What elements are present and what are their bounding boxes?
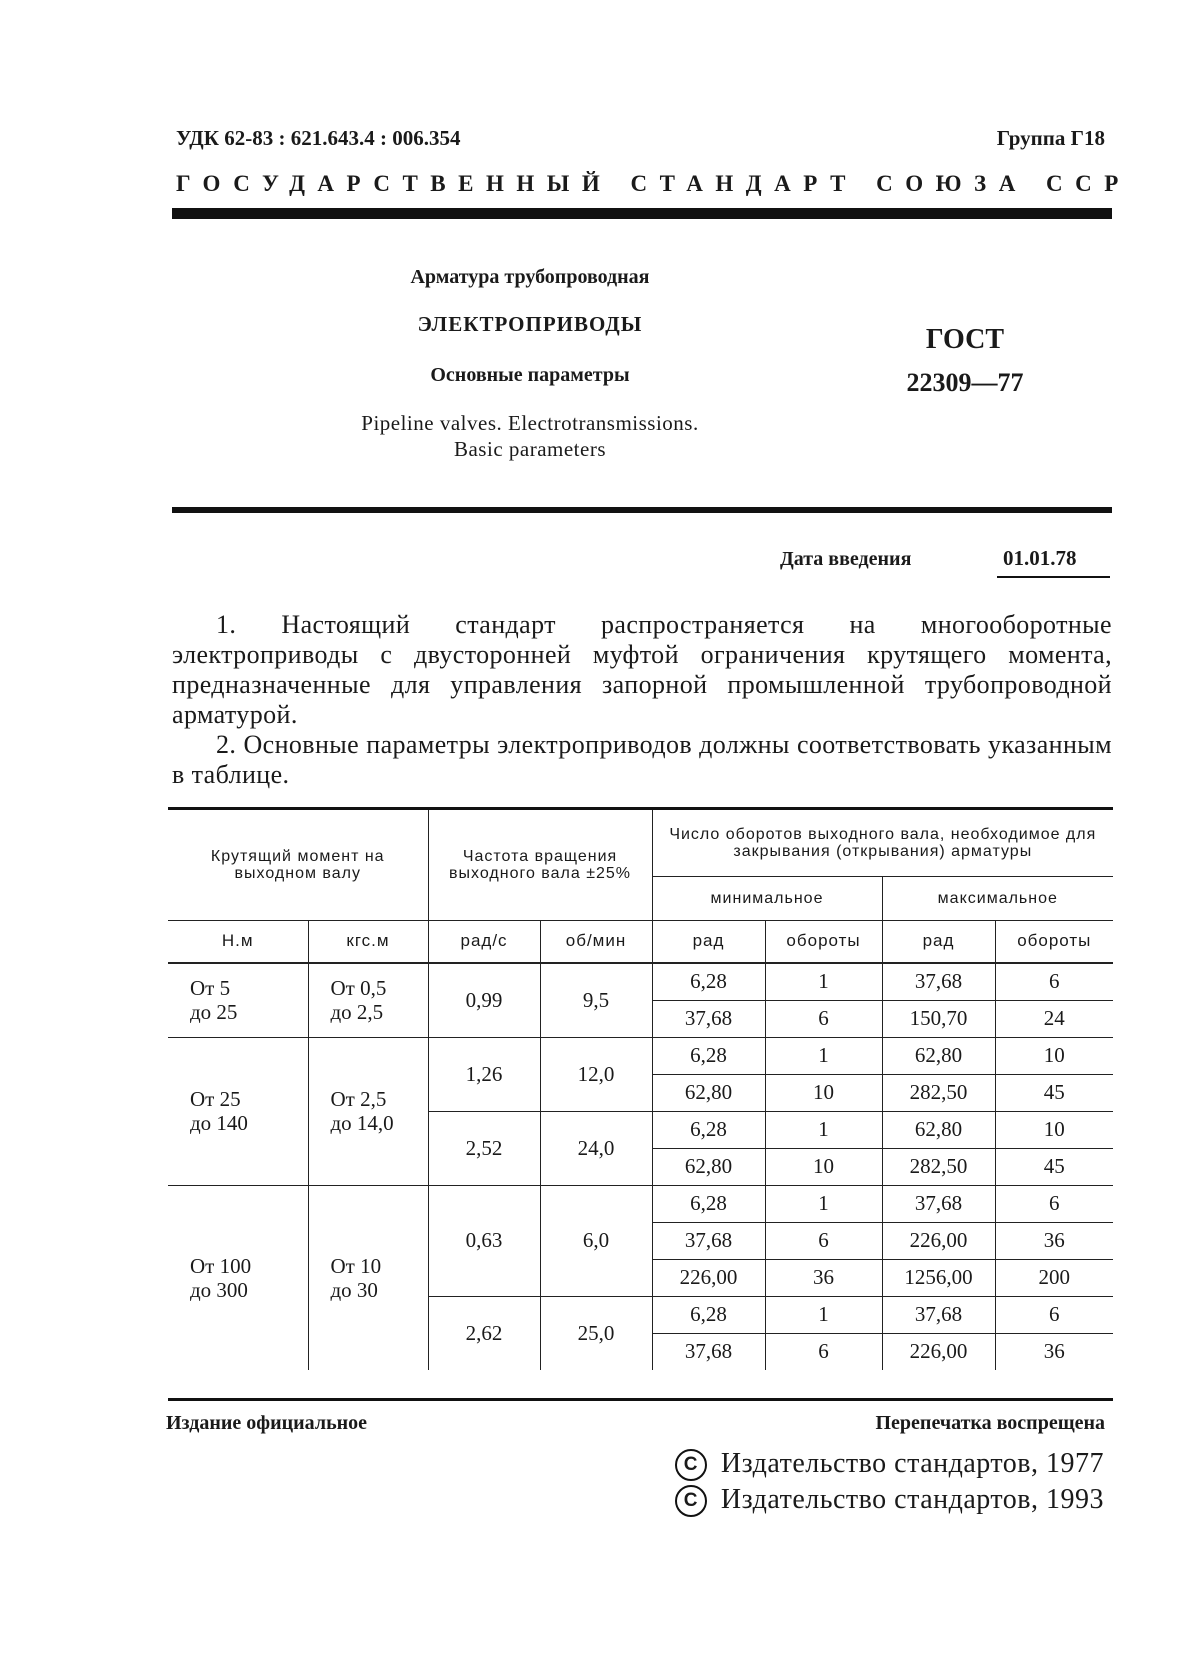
unit-min-rad: рад <box>652 921 765 963</box>
turns-max-rad: 37,68 <box>882 1185 995 1222</box>
speed-rpm: 9,5 <box>540 963 652 1038</box>
title-line-1: Арматура трубопроводная <box>410 266 650 288</box>
turns-min-turns: 36 <box>765 1259 882 1296</box>
english-title-line-2: Basic parameters <box>453 437 607 461</box>
turns-min-rad: 62,80 <box>652 1148 765 1185</box>
units-row <box>168 921 1113 963</box>
turns-max-turns: 6 <box>995 1185 1113 1222</box>
paragraph-1: 1. Настоящий стандарт распространяется на многооборотные электроприводы с двусторонней муфтой ограничения крутящего момента, предназначенные для управления запорной промышленной трубопроводной арматурой. <box>172 610 1112 729</box>
turns-min-rad: 6,28 <box>652 1185 765 1222</box>
torque-kgsm: От 0,5 до 2,5 <box>308 963 428 1038</box>
turns-max-rad: 150,70 <box>882 1000 995 1037</box>
turns-min-rad: 6,28 <box>652 963 765 1001</box>
unit-rad-s: рад/с <box>428 921 540 963</box>
header-min: минимальное <box>652 876 882 920</box>
turns-max-turns: 10 <box>995 1111 1113 1148</box>
turns-min-turns: 1 <box>765 963 882 1001</box>
torque-nm: От 5 до 25 <box>168 963 308 1038</box>
copyright-icon: C <box>675 1449 707 1481</box>
copyright-1993 <box>675 1484 1104 1517</box>
unit-nm: Н.м <box>168 921 308 963</box>
turns-min-rad: 62,80 <box>652 1074 765 1111</box>
turns-max-rad: 62,80 <box>882 1037 995 1074</box>
speed-rad-s: 0,63 <box>428 1185 540 1296</box>
turns-min-turns: 10 <box>765 1074 882 1111</box>
gost-number: 22309—77 <box>906 368 1024 397</box>
turns-min-rad: 37,68 <box>652 1000 765 1037</box>
body-text <box>172 610 1112 790</box>
turns-max-rad: 37,68 <box>882 1296 995 1333</box>
edition-note: Издание официальное <box>166 1412 368 1434</box>
turns-max-turns: 24 <box>995 1000 1113 1037</box>
speed-rpm: 24,0 <box>540 1111 652 1185</box>
turns-min-turns: 1 <box>765 1185 882 1222</box>
date-label: Дата введения <box>780 548 912 570</box>
speed-rpm: 25,0 <box>540 1296 652 1370</box>
speed-rad-s: 0,99 <box>428 963 540 1038</box>
header-turns: Число оборотов выходного вала, необходимое для закрывания (открывания) арматуры <box>652 810 1113 876</box>
turns-max-turns: 10 <box>995 1037 1113 1074</box>
unit-min-turns: обороты <box>765 921 882 963</box>
table-row <box>168 963 1113 1001</box>
group-code: Группа Г18 <box>996 126 1105 150</box>
turns-max-turns: 6 <box>995 1296 1113 1333</box>
english-title <box>255 410 805 462</box>
gost-label: ГОСТ <box>925 324 1005 355</box>
turns-max-turns: 45 <box>995 1074 1113 1111</box>
turns-min-turns: 1 <box>765 1037 882 1074</box>
title-line-3: Основные параметры <box>430 364 630 386</box>
unit-max-turns: обороты <box>995 921 1113 963</box>
copyright-text-1977: Издательство стандартов, 1977 <box>720 1448 1104 1479</box>
turns-max-rad: 1256,00 <box>882 1259 995 1296</box>
turns-max-rad: 282,50 <box>882 1074 995 1111</box>
turns-min-rad: 6,28 <box>652 1037 765 1074</box>
turns-min-rad: 226,00 <box>652 1259 765 1296</box>
parameters-table <box>168 810 1113 1370</box>
reprint-note: Перепечатка воспрещена <box>875 1412 1105 1434</box>
table-bottom-rule <box>168 1398 1113 1401</box>
torque-nm: От 25 до 140 <box>168 1037 308 1185</box>
turns-min-rad: 6,28 <box>652 1111 765 1148</box>
standard-name: ГОСУДАРСТВЕННЫЙ СТАНДАРТ СОЮЗА ССР <box>176 171 1131 196</box>
title-line-2: ЭЛЕКТРОПРИВОДЫ <box>417 312 643 336</box>
torque-kgsm: От 10 до 30 <box>308 1185 428 1370</box>
torque-nm: От 100 до 300 <box>190 1253 252 1302</box>
title-rule <box>172 507 1112 513</box>
turns-min-rad: 6,28 <box>652 1296 765 1333</box>
turns-min-turns: 1 <box>765 1111 882 1148</box>
speed-rpm: 12,0 <box>540 1037 652 1111</box>
turns-min-turns: 6 <box>765 1222 882 1259</box>
turns-min-turns: 6 <box>765 1333 882 1370</box>
date-value: 01.01.78 <box>1003 546 1077 570</box>
table-row <box>168 1185 1113 1222</box>
turns-min-turns: 10 <box>765 1148 882 1185</box>
turns-max-rad: 62,80 <box>882 1111 995 1148</box>
speed-rad-s: 2,62 <box>428 1296 540 1370</box>
copyright-1977 <box>675 1448 1104 1481</box>
copyright-icon: C <box>675 1485 707 1517</box>
turns-max-turns: 6 <box>995 963 1113 1001</box>
speed-rad-s: 1,26 <box>428 1037 540 1111</box>
unit-max-rad: рад <box>882 921 995 963</box>
turns-max-rad: 282,50 <box>882 1148 995 1185</box>
turns-min-turns: 6 <box>765 1000 882 1037</box>
turns-max-turns: 36 <box>995 1333 1113 1370</box>
date-underline <box>997 576 1110 578</box>
turns-max-rad: 37,68 <box>882 963 995 1001</box>
speed-rad-s: 2,52 <box>428 1111 540 1185</box>
turns-max-rad: 226,00 <box>882 1222 995 1259</box>
table-row <box>168 1037 1113 1074</box>
turns-max-turns: 200 <box>995 1259 1113 1296</box>
torque-kgsm: От 2,5 до 14,0 <box>308 1037 428 1185</box>
turns-max-turns: 45 <box>995 1148 1113 1185</box>
unit-rpm: об/мин <box>540 921 652 963</box>
turns-max-turns: 36 <box>995 1222 1113 1259</box>
turns-max-rad: 226,00 <box>882 1333 995 1370</box>
english-title-line-1: Pipeline valves. Electrotransmissions. <box>361 411 699 435</box>
header-rule <box>172 208 1112 219</box>
turns-min-turns: 1 <box>765 1296 882 1333</box>
header-max: максимальное <box>882 876 1113 920</box>
header-frequency: Частота вращения выходного вала ±25% <box>428 810 652 921</box>
unit-kgsm: кгс.м <box>308 921 428 963</box>
paragraph-2: 2. Основные параметры электроприводов должны соответствовать указанным в таблице. <box>172 730 1112 789</box>
turns-min-rad: 37,68 <box>652 1222 765 1259</box>
udk-code: УДК 62-83 : 621.643.4 : 006.354 <box>176 126 461 150</box>
header-torque: Крутящий момент на выходном валу <box>168 810 428 921</box>
speed-rpm: 6,0 <box>540 1185 652 1296</box>
turns-min-rad: 37,68 <box>652 1333 765 1370</box>
copyright-text-1993: Издательство стандартов, 1993 <box>720 1484 1104 1515</box>
